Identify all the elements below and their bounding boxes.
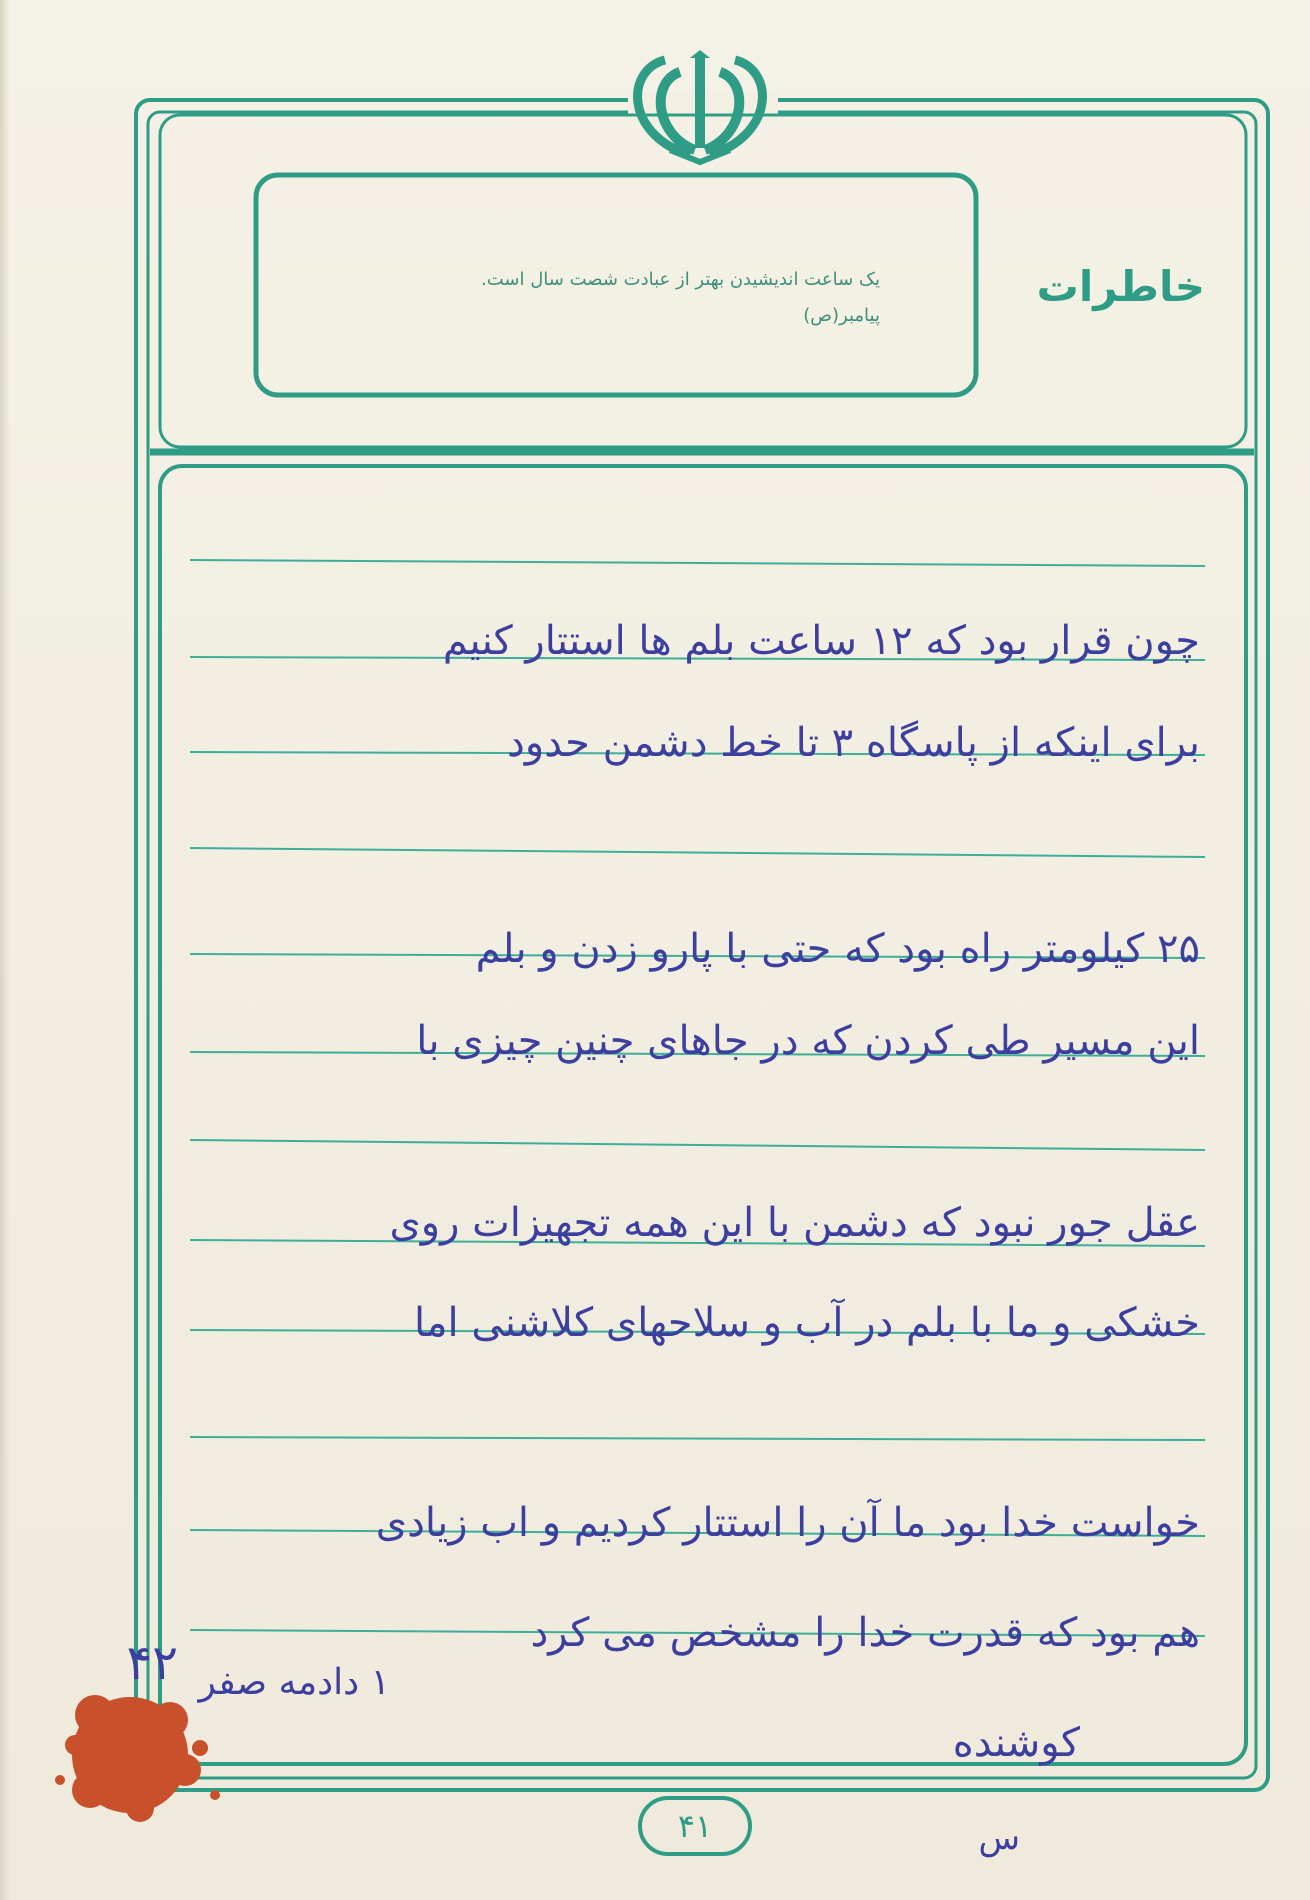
ink-stamp-splatter bbox=[55, 1695, 220, 1822]
iran-emblem-icon bbox=[638, 50, 763, 162]
quote-text: یک ساعت اندیشیدن بهتر از عبادت شصت سال است. bbox=[481, 269, 880, 290]
handwritten-line: خشکی و ما با بلم در آب و سلاحهای کلاشنی اما bbox=[413, 1300, 1200, 1346]
handwritten-line: برای اینکه از پاسگاه ۳ تا خط دشمن حدود bbox=[507, 720, 1200, 766]
handwritten-line: عقل جور نبود که دشمن با این همه تجهیزات روی bbox=[389, 1200, 1200, 1246]
handwritten-line: ۲۵ کیلومتر راه بود که حتی با پارو زدن و بلم bbox=[475, 926, 1200, 972]
handwritten-line: هم بود که قدرت خدا را مشخص می کرد bbox=[530, 1610, 1200, 1656]
signature: کوشنده bbox=[952, 1720, 1080, 1766]
handwritten-line: این مسیر طی کردن که در جاهای چنین چیزی با bbox=[416, 1018, 1200, 1064]
quote-attribution: پیامبر(ص) bbox=[803, 305, 880, 326]
hadith-quote bbox=[340, 262, 880, 334]
initials: س bbox=[978, 1818, 1020, 1858]
margin-number: ۴۲ bbox=[126, 1635, 178, 1691]
handwritten-line: چون قرار بود که ۱۲ ساعت بلم ها استتار کنیم bbox=[442, 618, 1200, 664]
handwritten-date: ۱ دادمه صفر bbox=[198, 1662, 390, 1703]
handwritten-line: خواست خدا بود ما آن را استتار کردیم و اب زیادی bbox=[375, 1500, 1200, 1546]
page-title: خاطرات bbox=[1036, 262, 1205, 311]
page-number: ۴۱ bbox=[677, 1807, 713, 1845]
